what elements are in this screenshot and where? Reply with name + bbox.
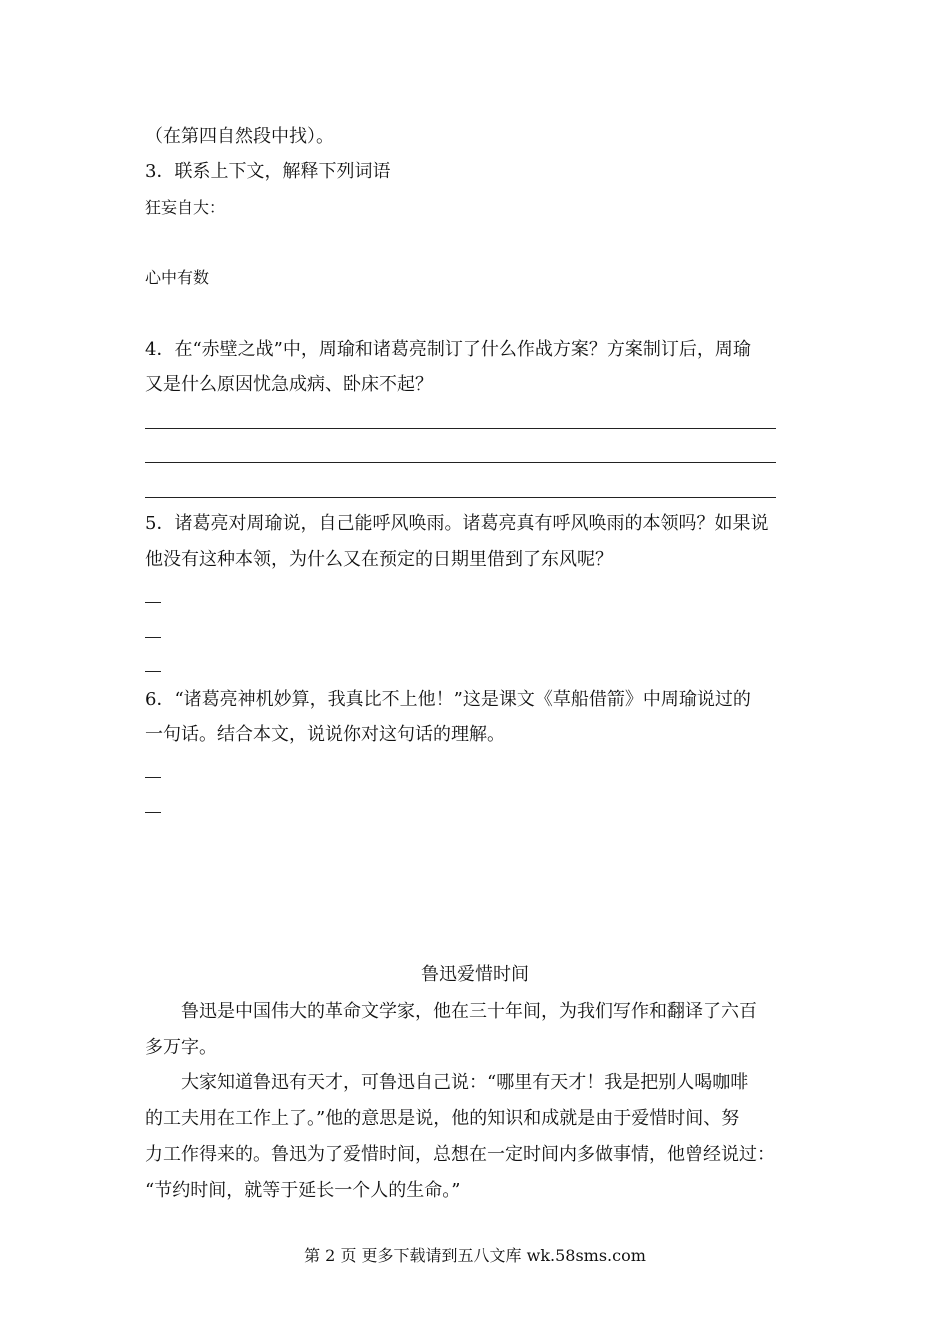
article-title: 鲁迅爱惜时间 [421,964,529,985]
answer-line [145,497,776,498]
question-4-line-1: 4．在“赤壁之战”中，周瑜和诸葛亮制订了什么作战方案？方案制订后，周瑜 [145,339,751,360]
answer-line [145,428,776,429]
answer-dash [145,812,161,813]
word-2: 心中有数 [145,268,210,287]
article-paragraph-1-line-2: 多万字。 [145,1037,217,1058]
article-paragraph-2-line-4: “节约时间，就等于延长一个人的生命。” [145,1180,461,1201]
answer-dash [145,637,161,638]
question-4-line-2: 又是什么原因忧急成病、卧床不起？ [145,374,433,395]
article-paragraph-2-line-2: 的工夫用在工作上了。”他的意思是说，他的知识和成就是由于爱惜时间、努 [145,1108,740,1129]
page-footer: 第 2 页 更多下载请到五八文库 wk.58sms.com [304,1246,646,1265]
question-6-line-1: 6．“诸葛亮神机妙算，我真比不上他！”这是课文《草船借箭》中周瑜说过的 [145,689,751,710]
question-3: 3．联系上下文，解释下列词语 [145,161,391,182]
article-paragraph-1-line-1: 鲁迅是中国伟大的革命文学家，他在三十年间，为我们写作和翻译了六百 [181,1001,757,1022]
question-5-line-1: 5．诸葛亮对周瑜说，自己能呼风唤雨。诸葛亮真有呼风唤雨的本领吗？如果说 [145,513,769,534]
question-6-line-2: 一句话。结合本文，说说你对这句话的理解。 [145,724,505,745]
article-paragraph-2-line-1: 大家知道鲁迅有天才，可鲁迅自己说：“哪里有天才！我是把别人喝咖啡 [181,1072,749,1093]
answer-dash [145,671,161,672]
answer-line [145,462,776,463]
question-5-line-2: 他没有这种本领，为什么又在预定的日期里借到了东风呢？ [145,549,613,570]
answer-dash [145,777,161,778]
article-paragraph-2-line-3: 力工作得来的。鲁迅为了爱惜时间，总想在一定时间内多做事情，他曾经说过： [145,1144,775,1165]
answer-dash [145,602,161,603]
text-line: （在第四自然段中找）。 [145,126,334,147]
word-1: 狂妄自大： [145,198,226,217]
